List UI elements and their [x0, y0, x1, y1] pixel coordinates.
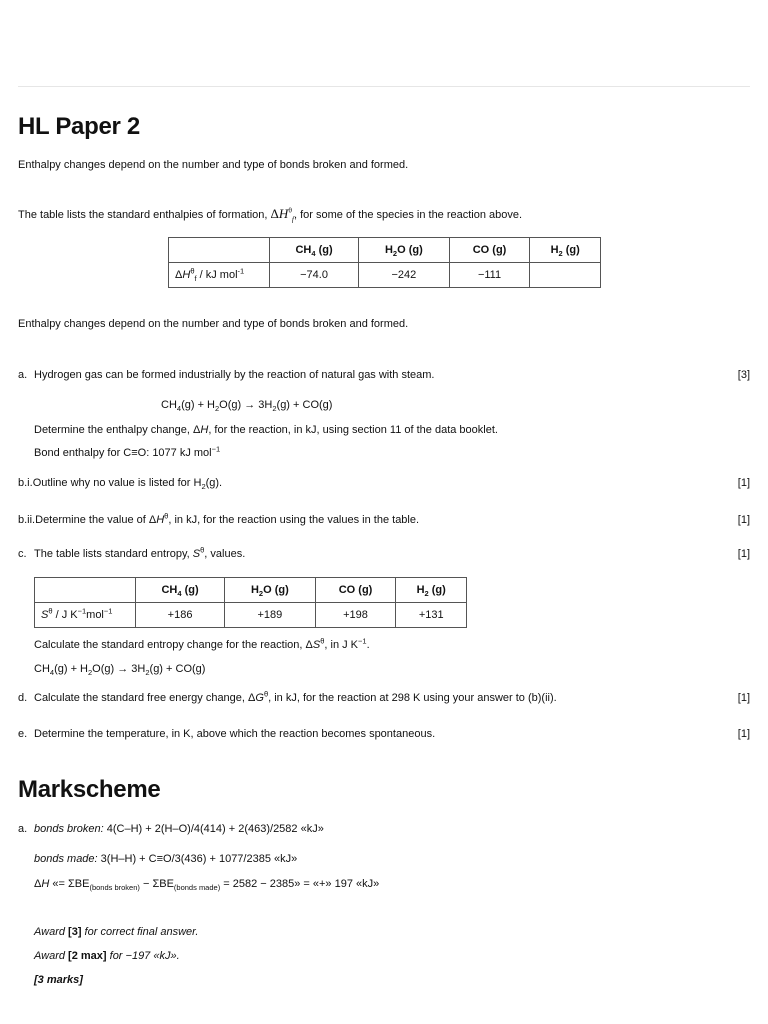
cell-co: −111: [449, 263, 530, 288]
cell-ch4: −74.0: [270, 263, 359, 288]
cell-h2: +131: [396, 603, 467, 628]
table-row: [169, 263, 601, 288]
question-d-label: d.: [18, 692, 28, 704]
markscheme-label: a.: [18, 823, 28, 835]
cell-h2o: +189: [225, 603, 316, 628]
row-label: $S^\theta$ / J $K^{-1}mol^{-1}$: [35, 603, 136, 628]
markscheme-bonds-made: bonds made: 3(H–H) + C≡O/3(436) + 1077/2385 «kJ»: [34, 853, 298, 865]
table-row: [35, 603, 467, 628]
markscheme-bonds-broken: bonds broken: 4(C–H) + 2(H–O)/4(414) + 2(463)/2582 «kJ»: [34, 823, 324, 835]
question-e-text: Determine the temperature, in K, above which the reaction becomes spontaneous.: [34, 728, 436, 740]
question-c-marks: [1]: [737, 548, 750, 560]
question-e-label: e.: [18, 728, 28, 740]
question-d-marks: [1]: [737, 692, 750, 704]
page-title: HL Paper 2: [18, 113, 140, 140]
entropy-table: [34, 577, 467, 628]
question-bi-marks: [1]: [737, 477, 750, 489]
header-ch4: $CH_4$ (g): [136, 578, 225, 603]
row-label: $\Delta H^\theta_f$ / kJ mol$^{-1}$: [169, 263, 270, 288]
question-bii: b.ii.Determine the value of $\Delta H^\theta$, in kJ, for the reaction using the values in the table.: [18, 511, 420, 526]
intro-text-3: Enthalpy changes depend on the number and type of bonds broken and formed.: [18, 318, 409, 330]
cell-ch4: +186: [136, 603, 225, 628]
question-c-label: c.: [18, 548, 27, 560]
header-co: CO (g): [449, 238, 530, 263]
header-h2o: $H_2O$ (g): [225, 578, 316, 603]
formation-enthalpy-table: [168, 237, 601, 288]
question-a-equation: $CH_4(g) + H_2O(g) \to 3H_2(g) + CO(g)$: [161, 399, 333, 414]
question-c-text: The table lists standard entropy, $S^\theta$, values.: [34, 545, 246, 560]
table-header-row: [169, 238, 601, 263]
markscheme-total: [3 marks]: [34, 974, 83, 986]
cell-h2o: −242: [359, 263, 450, 288]
header-blank: [169, 238, 270, 263]
question-d-text: Calculate the standard free energy change, $\Delta G^\theta$, in kJ, for the reaction at 298 K using your answer to (b)(ii).: [34, 689, 557, 704]
question-a-bond-enthalpy: Bond enthalpy for C≡O: 1077 kJ mol$^{-1}$: [34, 444, 221, 459]
intro-text-1: Enthalpy changes depend on the number and type of bonds broken and formed.: [18, 159, 409, 171]
question-a-marks: [3]: [737, 369, 750, 381]
header-h2: $H_2$ (g): [530, 238, 601, 263]
question-a-instruction: Determine the enthalpy change, ΔH, for the reaction, in kJ, using section 11 of the data booklet.: [34, 424, 498, 436]
table-header-row: [35, 578, 467, 603]
intro-text-2: The table lists the standard enthalpies of formation, $\Delta H^\theta_f$, for some of the species in the reaction above.: [18, 205, 523, 224]
header-h2o: $H_2O$ (g): [359, 238, 450, 263]
top-divider: [18, 86, 750, 87]
header-ch4: $CH_4$ (g): [270, 238, 359, 263]
question-a-label: a.: [18, 369, 28, 381]
question-c-instruction: Calculate the standard entropy change for the reaction, $\Delta S^\theta$, in J $K^{-1}$.: [34, 636, 370, 651]
header-co: CO (g): [315, 578, 396, 603]
question-bii-marks: [1]: [737, 514, 750, 526]
question-a-text: Hydrogen gas can be formed industrially by the reaction of natural gas with steam.: [34, 369, 435, 381]
enthalpy-symbol: $\Delta H^\theta_f$: [270, 205, 294, 224]
markscheme-award-1: Award [3] for correct final answer.: [34, 926, 199, 938]
markscheme-title: Markscheme: [18, 776, 161, 803]
question-bi: b.i.Outline why no value is listed for $H_2(g)$.: [18, 477, 223, 492]
cell-co: +198: [315, 603, 396, 628]
question-c-equation: $CH_4(g) + H_2O(g) \to 3H_2(g) + CO(g)$: [34, 663, 206, 678]
header-h2: $H_2$ (g): [396, 578, 467, 603]
markscheme-award-2: Award [2 max] for −197 «kJ».: [34, 950, 180, 962]
question-e-marks: [1]: [737, 728, 750, 740]
header-blank: [35, 578, 136, 603]
cell-h2: [530, 263, 601, 288]
markscheme-delta-h: ΔH «= $\Sigma BE_{(bonds broken)} - \Sigma BE_{(bonds made)} = 2582 - 2385$» = «+» 197 «kJ»: [34, 878, 380, 893]
